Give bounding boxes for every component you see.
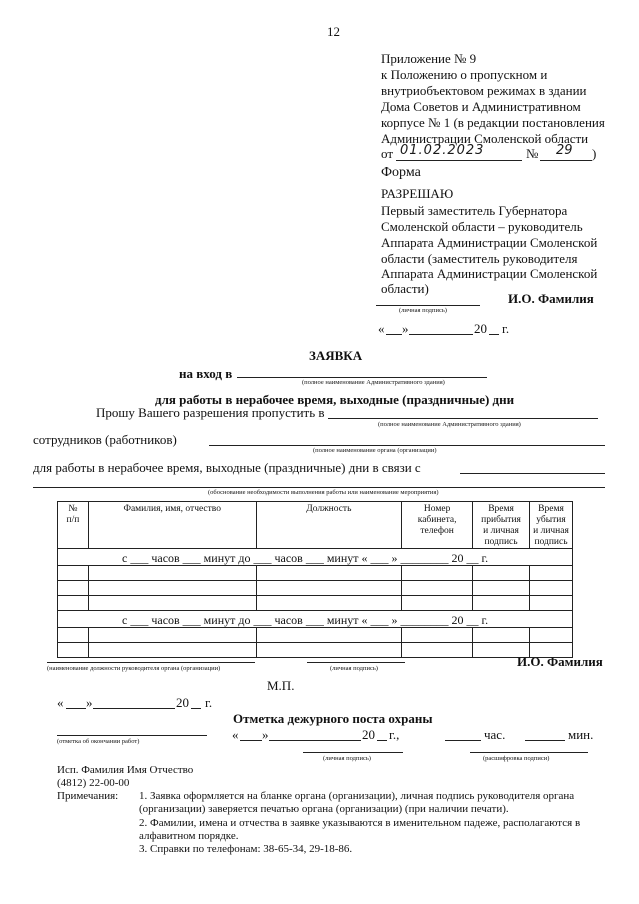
header-fio: Фамилия, имя, отчество (88, 502, 256, 549)
handwritten-number: 29 (556, 143, 573, 158)
guard-month-line (269, 740, 361, 741)
approve-sign-caption: (личная подпись) (399, 307, 447, 314)
notes-label: Примечания: (57, 790, 119, 802)
decode-caption: (расшифровка подписи) (483, 755, 550, 762)
approve-name: И.О. Фамилия (508, 291, 594, 306)
staff-caption: (полное наименование органа (организации) (313, 447, 437, 454)
note-item: алфавитном порядке. (139, 830, 239, 842)
table-time-row (58, 549, 573, 566)
month-line (93, 708, 175, 709)
table-row (58, 566, 573, 581)
reason-underline-2 (33, 487, 605, 488)
table-row (58, 643, 573, 658)
reason-label: для работы в нерабочее время, выходные (праздничные) дни в связи с (33, 460, 421, 475)
minutes-label: мин. (568, 727, 594, 742)
sign-caption: (личная подпись) (330, 665, 378, 672)
approve-year-suffix: г. (502, 321, 510, 336)
reason-caption: (обоснование необходимости выполнения работы или наименование мероприятия) (208, 489, 439, 496)
reason-underline (460, 473, 605, 474)
approve-line: Первый заместитель Губернатора (381, 203, 568, 218)
time-row-text: с ___ часов ___ минут до ___ часов ___ минут « ___ » ________ 20 __ г. (58, 549, 573, 566)
minutes-line (525, 740, 565, 741)
guard-title: Отметка дежурного поста охраны (233, 711, 433, 726)
entry-caption: (полное наименование Административного здания) (302, 379, 445, 386)
approve-date-open: « (378, 321, 385, 336)
executor-phone: (4812) 22-00-00 (57, 777, 130, 789)
number-label: № (526, 146, 539, 161)
guard-sign-caption: (личная подпись) (323, 755, 371, 762)
header-arrival: Время прибытия и личная подпись (473, 502, 530, 549)
guard-date-open: « (232, 727, 239, 742)
staff-underline (209, 445, 605, 446)
header-office: Номер кабинета, телефон (402, 502, 473, 549)
handwritten-date: 01.02.2023 (400, 143, 485, 158)
table-time-row (58, 611, 573, 628)
approve-sign-line (376, 305, 480, 306)
hours-line (445, 740, 481, 741)
guard-day-line (240, 740, 262, 741)
appendix-line: Администрации Смоленской области (381, 131, 589, 146)
form-label: Форма (381, 165, 421, 180)
time-row-text: с ___ часов ___ минут до ___ часов ___ минут « ___ » ________ 20 __ г. (58, 611, 573, 628)
table-row (58, 628, 573, 643)
year-suffix: г. (205, 695, 213, 710)
note-item: 1. Заявка оформляется на бланке органа (организации), личная подпись руководителя органа (139, 790, 575, 802)
position-underline (47, 662, 255, 663)
date-close: » (86, 695, 93, 710)
page-number: 12 (327, 24, 340, 39)
head-name: И.О. Фамилия (517, 654, 603, 669)
entry-underline (237, 377, 487, 378)
end-caption: (отметка об окончании работ) (57, 738, 140, 745)
work-line: для работы в нерабочее время, выходные (праздничные) дни (155, 392, 515, 407)
approve-line: Смоленской области – руководитель (381, 219, 583, 234)
note-item: 2. Фамилии, имена и отчества в заявке указываются в именительном падеже, располагаются в (139, 817, 581, 829)
executor-name: Исп. Фамилия Имя Отчество (57, 764, 194, 776)
guard-sign-line (303, 752, 403, 753)
header-departure: Время убытия и личная подпись (530, 502, 573, 549)
request-title: ЗАЯВКА (309, 348, 363, 363)
table-row (58, 596, 573, 611)
table-header-row (58, 502, 573, 549)
approve-year-line (489, 334, 499, 335)
close-paren: ) (592, 146, 597, 161)
staff-label: сотрудников (работников) (33, 432, 177, 447)
number-underline (540, 160, 592, 161)
approve-line: области (заместитель руководителя (381, 251, 578, 266)
appendix-line: внутриобъектовом режимах в здании (381, 83, 587, 98)
appendix-line: Приложение № 9 (381, 51, 477, 66)
staff-table (57, 501, 573, 658)
appendix-line: корпусе № 1 (в редакции постановления (381, 115, 605, 130)
end-mark-line (57, 735, 207, 736)
guard-year-suffix: г., (389, 727, 400, 742)
appendix-line: к Положению о пропускном и (381, 67, 548, 82)
approve-month-line (409, 334, 473, 335)
date-underline (396, 160, 522, 161)
approve-year: 20 (474, 321, 487, 336)
day-line (66, 708, 86, 709)
sign-underline (307, 662, 405, 663)
entry-label: на вход в (179, 366, 233, 381)
appendix-ot-label: от (381, 146, 394, 161)
header-position: Должность (256, 502, 402, 549)
ask-label: Прошу Вашего разрешения пропустить в (96, 405, 325, 420)
approve-line: области) (381, 281, 429, 296)
guard-date-close: » (262, 727, 269, 742)
approve-date-close: » (402, 321, 409, 336)
appendix-line: Дома Советов и Административном (381, 99, 581, 114)
year-line (191, 708, 201, 709)
approve-line: Аппарата Администрации Смоленской (381, 266, 598, 281)
approve-title: РАЗРЕШАЮ (381, 186, 454, 201)
hours-label: час. (484, 727, 506, 742)
header-number: № п/п (58, 502, 89, 549)
table-row (58, 581, 573, 596)
note-item: 3. Справки по телефонам: 38-65-34, 29-18-86. (139, 843, 353, 855)
decode-line (470, 752, 588, 753)
year: 20 (176, 695, 189, 710)
guard-year-line (377, 740, 387, 741)
approve-day-line (386, 334, 402, 335)
stamp-label: М.П. (267, 678, 295, 693)
approve-line: Аппарата Администрации Смоленской (381, 235, 598, 250)
guard-year: 20 (362, 727, 375, 742)
date-open: « (57, 695, 64, 710)
ask-caption: (полное наименование Административного здания) (378, 421, 521, 428)
note-item: (организации) заверяется печатью органа (организации) (при наличии печати). (139, 803, 509, 815)
position-caption: (наименование должности руководителя органа (организации) (47, 665, 221, 672)
ask-underline (328, 418, 598, 419)
